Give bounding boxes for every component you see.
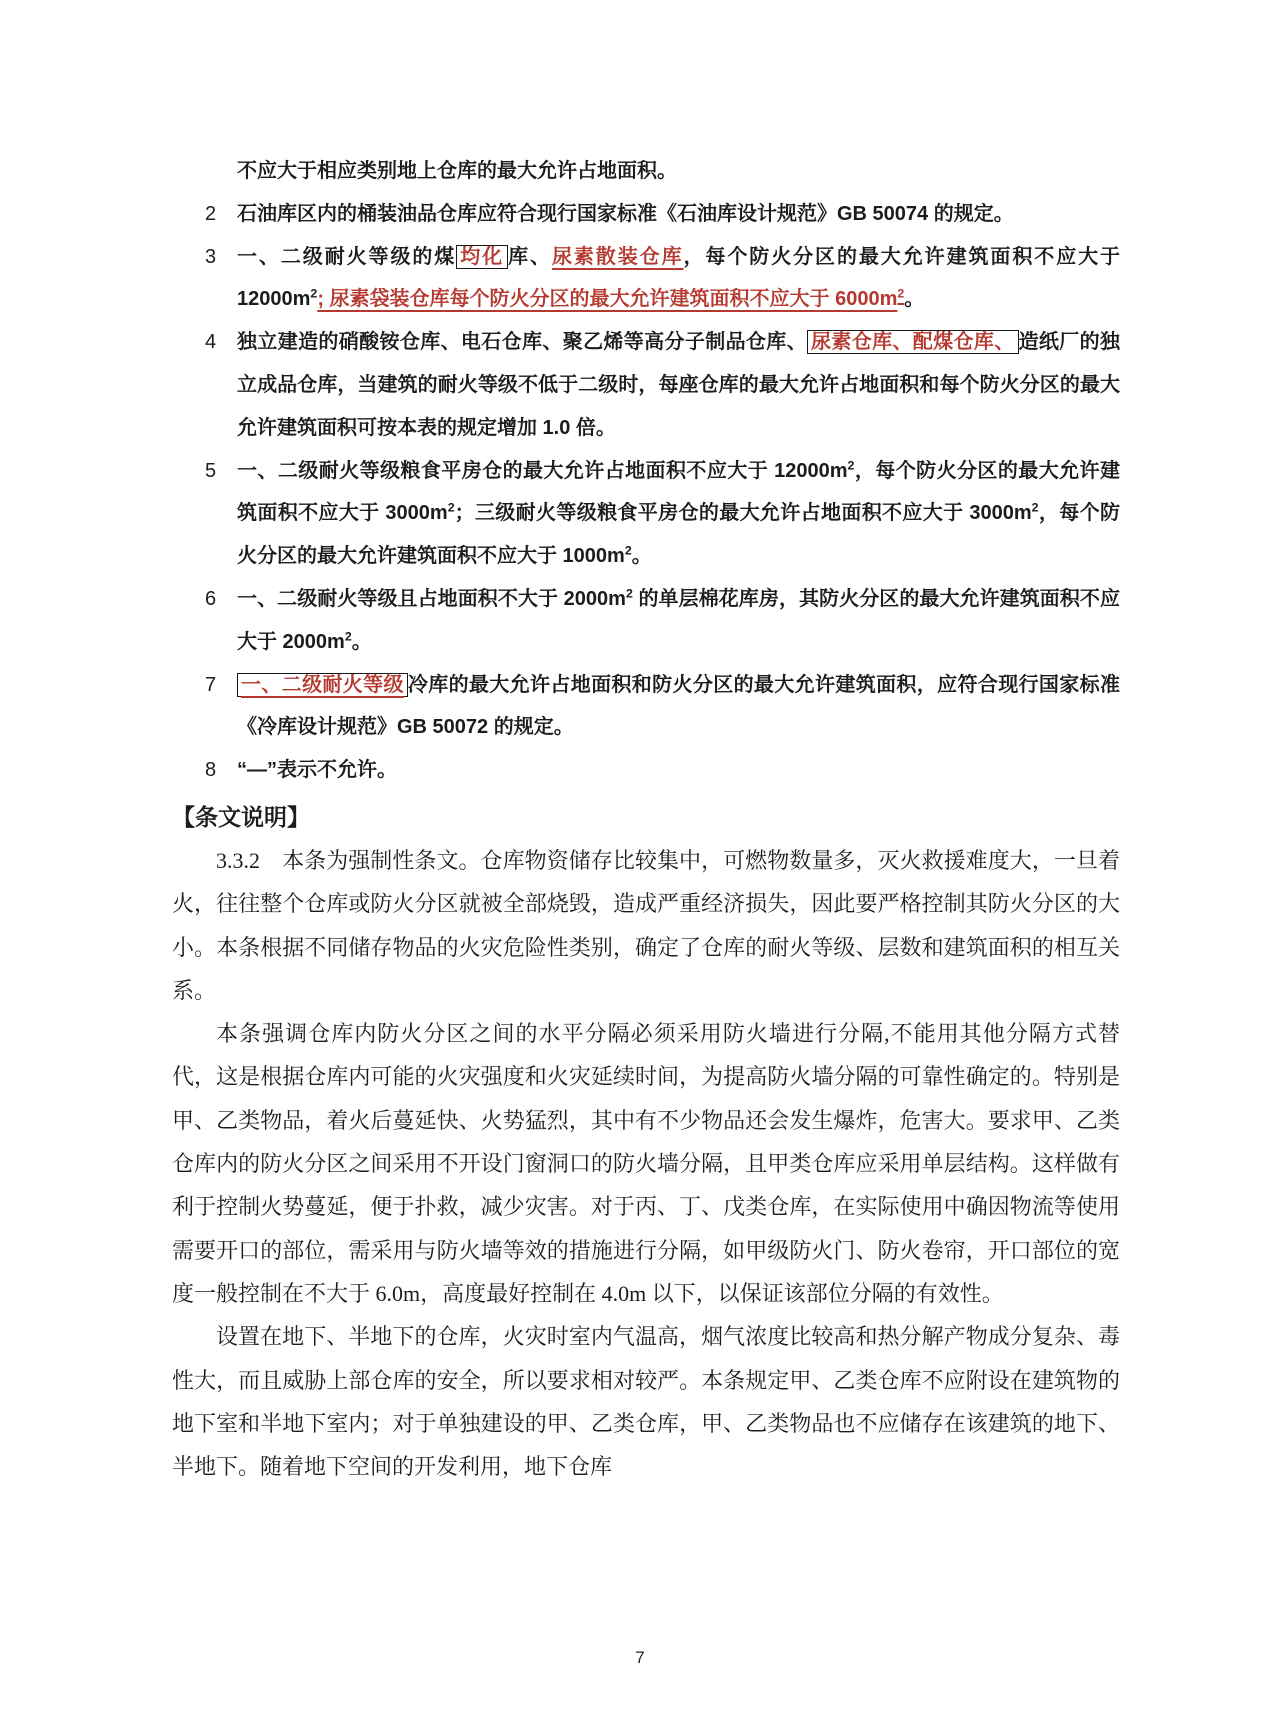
text-segment: 2 (897, 286, 905, 301)
text-segment: 2 (447, 500, 455, 515)
text-segment: 尿素仓库、配煤仓库、 (807, 330, 1019, 354)
text-segment: 一、二级耐火等级且占地面积不大于 2000m (237, 587, 626, 610)
note-item (172, 664, 1120, 750)
text-segment: 的单层棉花库房，其防火分区的最大允许建筑面积不应大于 2000m (237, 587, 1120, 653)
text-segment: 不应大于相应类别地上仓库的最大允许占地面积。 (237, 160, 677, 182)
note-number: 4 (205, 331, 217, 354)
text-segment: 冷库的最大允许占地面积和防火分区的最大允许建筑面积，应符合现行国家标准《冷库设计规范》GB 50072 的规定。 (237, 673, 1121, 739)
note-item (172, 236, 1120, 322)
explanation-paragraph (172, 1012, 1120, 1315)
note-item (172, 578, 1120, 664)
explanation-paragraph (172, 1315, 1120, 1488)
note-number: 2 (205, 202, 217, 225)
note-text (237, 193, 1120, 236)
note-text (237, 578, 1120, 664)
text-segment: 一、二级耐火等级 (237, 673, 408, 697)
note-number: 8 (205, 759, 217, 782)
note-continuation-line (237, 150, 1120, 193)
text-segment: 2 (1031, 500, 1039, 515)
note-text (237, 450, 1120, 578)
text-segment: 2 (625, 586, 633, 601)
note-text (237, 236, 1120, 322)
text-segment: ，每个防火分区的最大允许建筑面积不应大于 12000m (237, 245, 1121, 311)
text-segment: 2 (344, 629, 352, 644)
text-segment: 石油库区内的桶装油品仓库应符合现行国家标准《石油库设计规范》GB 50074 的规定。 (237, 202, 1014, 225)
text-segment: 2 (624, 543, 632, 558)
note-number: 7 (205, 673, 217, 696)
note-text (237, 321, 1120, 449)
text-segment: “—”表示不允许。 (237, 759, 397, 782)
text-segment: 均化 (456, 245, 508, 269)
explanation-paragraph (172, 839, 1120, 1012)
note-text (237, 664, 1120, 750)
note-text (237, 749, 1120, 792)
note-item (172, 193, 1120, 236)
text-segment: ; 尿素袋装仓库每个防火分区的最大允许建筑面积不应大于 6000m (317, 288, 898, 311)
explanation-heading: 【条文说明】 (172, 803, 310, 830)
explanation-paragraphs (172, 839, 1120, 1488)
text-segment: 2 (310, 286, 318, 301)
note-item (172, 450, 1120, 578)
note-number: 3 (205, 245, 217, 268)
text-segment: 2 (847, 457, 855, 472)
text-segment: ；三级耐火等级粮食平房仓的最大允许占地面积不应大于 3000m (454, 502, 1032, 525)
text-segment: 尿素散装仓库 (551, 245, 684, 268)
text-segment: 库、 (508, 245, 552, 268)
notes-list (172, 193, 1120, 792)
text-segment: 造纸厂的独立成品仓库，当建筑的耐火等级不低于二级时，每座仓库的最大允许占地面积和每个防火分区的最大允许建筑面积可按本表的规定增加 1.0 倍。 (237, 331, 1121, 439)
text-segment: ，每个防火分区的最大允许建筑面积不应大于 3000m (237, 459, 1120, 525)
text-segment: ，每个防火分区的最大允许建筑面积不应大于 1000m (237, 502, 1120, 568)
note-number: 5 (205, 459, 217, 482)
text-segment: 。 (631, 545, 652, 568)
text-segment: 本条强调仓库内防火分区之间的水平分隔必须采用防火墙进行分隔,不能用其他分隔方式替代，这是根据仓库内可能的火灾强度和火灾延续时间，为提高防火墙分隔的可靠性确定的。特别是甲、乙类物品，着火后蔓延快、火势猛烈，其中有不少物品还会发生爆炸，危害大。要求甲、乙类仓库内的防火分区之间采用不开设门窗洞口的防火墙分隔，且甲类仓库应采用单层结构。这样做有利于控制火势蔓延，便于扑救，减少灾害。对于丙、丁、戊类仓库，在实际使用中确因物流等使用需要开口的部位，需采用与防火墙等效的措施进行分隔，如甲级防火门、防火卷帘，开口部位的宽度一般控制在不大于 6.0m，高度最好控制在 4.0m 以下，以保证该部位分隔的有效性。 (172, 1021, 1120, 1306)
page-content (172, 150, 1120, 1488)
text-segment: 一、二级耐火等级的煤 (237, 245, 457, 268)
notes-section (172, 150, 1120, 792)
page-number: 7 (635, 1648, 645, 1667)
note-item (172, 749, 1120, 792)
text-segment: 一、二级耐火等级粮食平房仓的最大允许占地面积不应大于 12000m (237, 459, 848, 482)
text-segment: 。 (904, 288, 925, 311)
text-segment: 。 (351, 630, 372, 653)
note-number: 6 (205, 587, 217, 610)
note-item (172, 321, 1120, 449)
text-segment: 独立建造的硝酸铵仓库、电石仓库、聚乙烯等高分子制品仓库、 (237, 331, 807, 354)
text-segment: 设置在地下、半地下的仓库，火灾时室内气温高，烟气浓度比较高和热分解产物成分复杂、毒性大，而且威胁上部仓库的安全，所以要求相对较严。本条规定甲、乙类仓库不应附设在建筑物的地下室和半地下室内；对于单独建设的甲、乙类仓库，甲、乙类物品也不应储存在该建筑的地下、半地下。随着地下空间的开发利用，地下仓库 (172, 1324, 1120, 1480)
text-segment: 3.3.2 本条为强制性条文。仓库物资储存比较集中，可燃物数量多，灭火救援难度大，一旦着火，往往整个仓库或防火分区就被全部烧毁，造成严重经济损失，因此要严格控制其防火分区的大小。本条根据不同储存物品的火灾危险性类别，确定了仓库的耐火等级、层数和建筑面积的相互关系。 (172, 847, 1120, 1003)
